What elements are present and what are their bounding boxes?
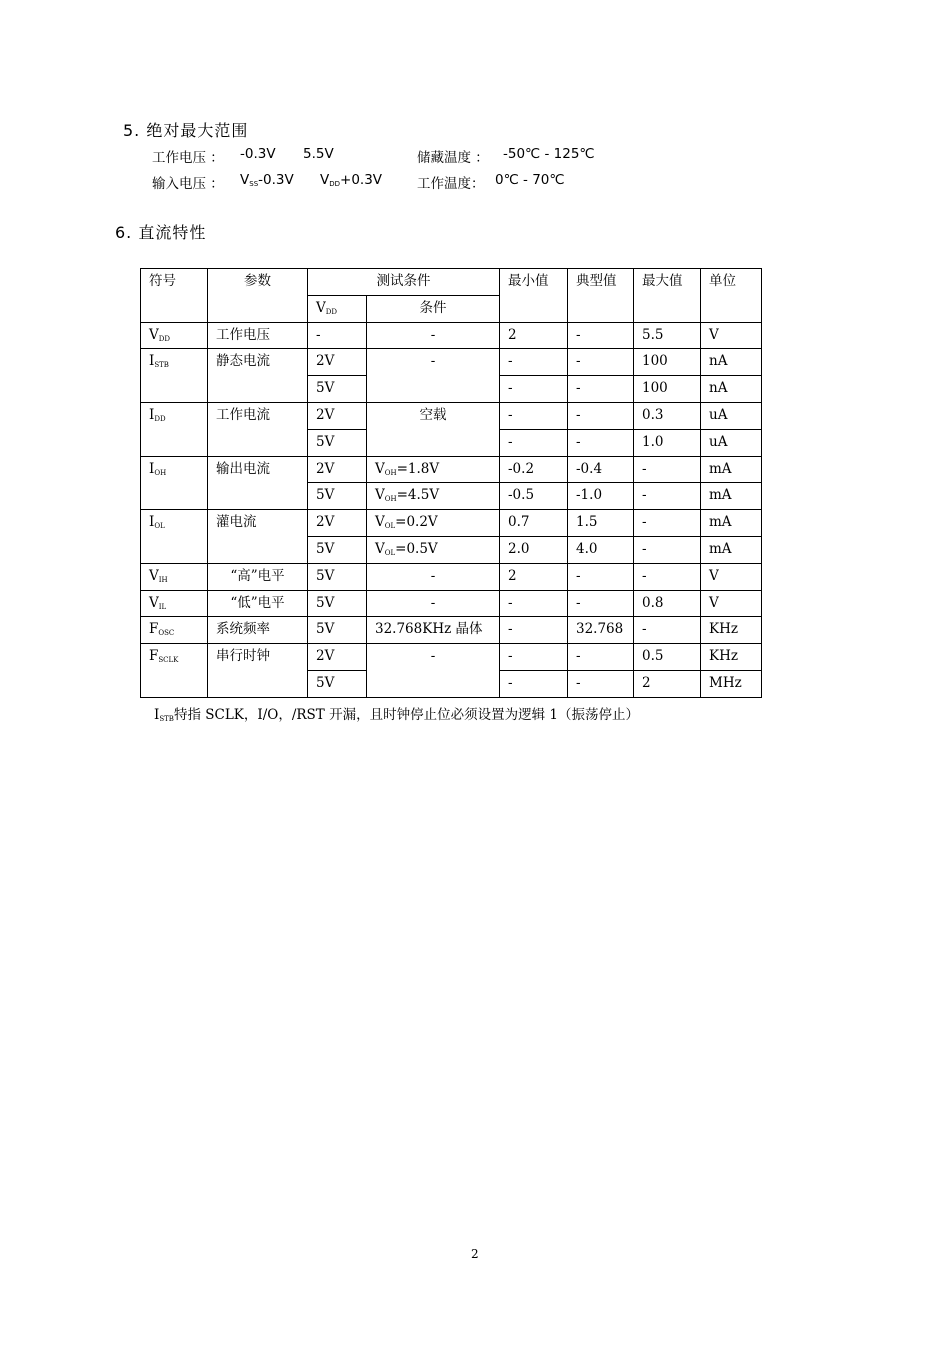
cell-symbol: $I_{OH}$ [141, 456, 208, 510]
cell-typ: - [568, 349, 634, 376]
cell-min: - [500, 402, 568, 429]
cell-cond: - [367, 322, 500, 349]
header-test-cond: 测试条件 [308, 269, 500, 296]
cell-vdd: 5V [308, 617, 367, 644]
cell-cond: $V_{OH}=1.8V$ [367, 456, 500, 483]
cell-unit: uA [701, 402, 762, 429]
cell-max: 2 [634, 670, 701, 697]
table-row [141, 456, 762, 483]
table-row [141, 349, 762, 376]
cell-min: 2 [500, 563, 568, 590]
cell-param: 系统频率 [208, 617, 308, 644]
cell-unit: V [701, 563, 762, 590]
cell-min: -0.5 [500, 483, 568, 510]
cell-max: - [634, 456, 701, 483]
cell-param: “高”电平 [208, 563, 308, 590]
cell-max: 100 [634, 376, 701, 403]
storage-temp-value: -50℃ - 125℃ [503, 146, 595, 162]
cell-vdd: 5V [308, 376, 367, 403]
cell-cond: - [367, 563, 500, 590]
cell-min: - [500, 349, 568, 376]
cell-typ: -0.4 [568, 456, 634, 483]
cell-symbol: $I_{OL}$ [141, 510, 208, 564]
cell-symbol: $F_{SCLK}$ [141, 644, 208, 698]
cell-typ: - [568, 322, 634, 349]
cell-unit: nA [701, 376, 762, 403]
cell-symbol: $F_{OSC}$ [141, 617, 208, 644]
cell-min: - [500, 590, 568, 617]
cell-param: 工作电流 [208, 402, 308, 456]
cell-unit: V [701, 590, 762, 617]
cell-cond: 32.768KHz 晶体 [367, 617, 500, 644]
cell-vdd: 2V [308, 644, 367, 671]
table-row [141, 322, 762, 349]
cell-min: - [500, 617, 568, 644]
op-voltage-min: -0.3V [240, 146, 276, 162]
cell-typ: 1.5 [568, 510, 634, 537]
input-voltage-max: $V_{DD}+0.3V$ [320, 172, 383, 188]
cell-min: 0.7 [500, 510, 568, 537]
cell-max: 0.3 [634, 402, 701, 429]
cell-min: 2.0 [500, 536, 568, 563]
cell-typ: - [568, 402, 634, 429]
table-row [141, 590, 762, 617]
cell-min: - [500, 644, 568, 671]
cell-unit: mA [701, 536, 762, 563]
cell-max: - [634, 617, 701, 644]
cell-typ: -1.0 [568, 483, 634, 510]
page-number: 2 [471, 1247, 479, 1261]
input-voltage-label: 输入电压 ： [152, 176, 224, 192]
cell-symbol: $V_{DD}$ [141, 322, 208, 349]
cell-cond: $V_{OL}=0.5V$ [367, 536, 500, 563]
table-row [141, 563, 762, 590]
cell-symbol: $I_{DD}$ [141, 402, 208, 456]
cell-vdd: 5V [308, 536, 367, 563]
table-footnote: $I_{STB}$特指 SCLK，I/O，/RST 开漏，且时钟停止位必须设置为逻辑 1（振荡停止） [154, 707, 639, 723]
cell-typ: - [568, 429, 634, 456]
cell-max: 0.5 [634, 644, 701, 671]
cell-param: 串行时钟 [208, 644, 308, 698]
cell-min: - [500, 429, 568, 456]
header-max: 最大值 [634, 269, 701, 323]
cell-param: 工作电压 [208, 322, 308, 349]
input-voltage-min: $V_{SS}-0.3V$ [240, 172, 294, 188]
cell-param: 灌电流 [208, 510, 308, 564]
cell-symbol: $V_{IH}$ [141, 563, 208, 590]
cell-cond: - [367, 590, 500, 617]
cell-unit: nA [701, 349, 762, 376]
cell-unit: KHz [701, 617, 762, 644]
header-vdd: $V_{DD}$ [308, 295, 367, 322]
header-symbol: 符号 [141, 269, 208, 323]
cell-max: 1.0 [634, 429, 701, 456]
cell-min: - [500, 376, 568, 403]
cell-vdd: 2V [308, 456, 367, 483]
cell-max: - [634, 483, 701, 510]
table-row [141, 644, 762, 671]
cell-cond: 空载 [367, 402, 500, 456]
cell-typ: 4.0 [568, 536, 634, 563]
cell-unit: mA [701, 510, 762, 537]
cell-max: - [634, 510, 701, 537]
cell-max: - [634, 563, 701, 590]
header-unit: 单位 [701, 269, 762, 323]
dc-characteristics-table [140, 268, 762, 698]
cell-cond: - [367, 644, 500, 698]
cell-unit: KHz [701, 644, 762, 671]
header-cond: 条件 [367, 295, 500, 322]
cell-unit: mA [701, 483, 762, 510]
cell-max: 0.8 [634, 590, 701, 617]
cell-min: 2 [500, 322, 568, 349]
cell-vdd: 2V [308, 349, 367, 376]
cell-max: 5.5 [634, 322, 701, 349]
cell-vdd: 2V [308, 402, 367, 429]
header-typ: 典型值 [568, 269, 634, 323]
cell-param: “低”电平 [208, 590, 308, 617]
cell-max: 100 [634, 349, 701, 376]
cell-typ: - [568, 644, 634, 671]
section-6-title: 6. 直流特性 [115, 223, 207, 242]
cell-vdd: 2V [308, 510, 367, 537]
cell-min: -0.2 [500, 456, 568, 483]
cell-typ: - [568, 563, 634, 590]
cell-symbol: $I_{STB}$ [141, 349, 208, 403]
op-temp-value: 0℃ - 70℃ [495, 172, 565, 188]
cell-vdd: - [308, 322, 367, 349]
cell-unit: V [701, 322, 762, 349]
cell-unit: mA [701, 456, 762, 483]
cell-cond: $V_{OH}=4.5V$ [367, 483, 500, 510]
cell-param: 静态电流 [208, 349, 308, 403]
table-row [141, 617, 762, 644]
header-row [141, 269, 762, 296]
section-5-title: 5. 绝对最大范围 [123, 121, 249, 140]
cell-unit: MHz [701, 670, 762, 697]
cell-typ: 32.768 [568, 617, 634, 644]
cell-typ: - [568, 590, 634, 617]
cell-typ: - [568, 670, 634, 697]
header-param: 参数 [208, 269, 308, 323]
header-min: 最小值 [500, 269, 568, 323]
op-temp-label: 工作温度： [417, 176, 485, 192]
table-row [141, 510, 762, 537]
op-voltage-max: 5.5V [303, 146, 334, 162]
cell-vdd: 5V [308, 590, 367, 617]
op-voltage-label: 工作电压 ： [152, 150, 224, 166]
cell-param: 输出电流 [208, 456, 308, 510]
cell-vdd: 5V [308, 483, 367, 510]
cell-symbol: $V_{IL}$ [141, 590, 208, 617]
cell-unit: uA [701, 429, 762, 456]
cell-min: - [500, 670, 568, 697]
cell-max: - [634, 536, 701, 563]
cell-vdd: 5V [308, 670, 367, 697]
cell-typ: - [568, 376, 634, 403]
cell-cond: $V_{OL}=0.2V$ [367, 510, 500, 537]
cell-cond: - [367, 349, 500, 403]
table-row [141, 402, 762, 429]
storage-temp-label: 储藏温度 ： [417, 150, 489, 166]
cell-vdd: 5V [308, 563, 367, 590]
cell-vdd: 5V [308, 429, 367, 456]
